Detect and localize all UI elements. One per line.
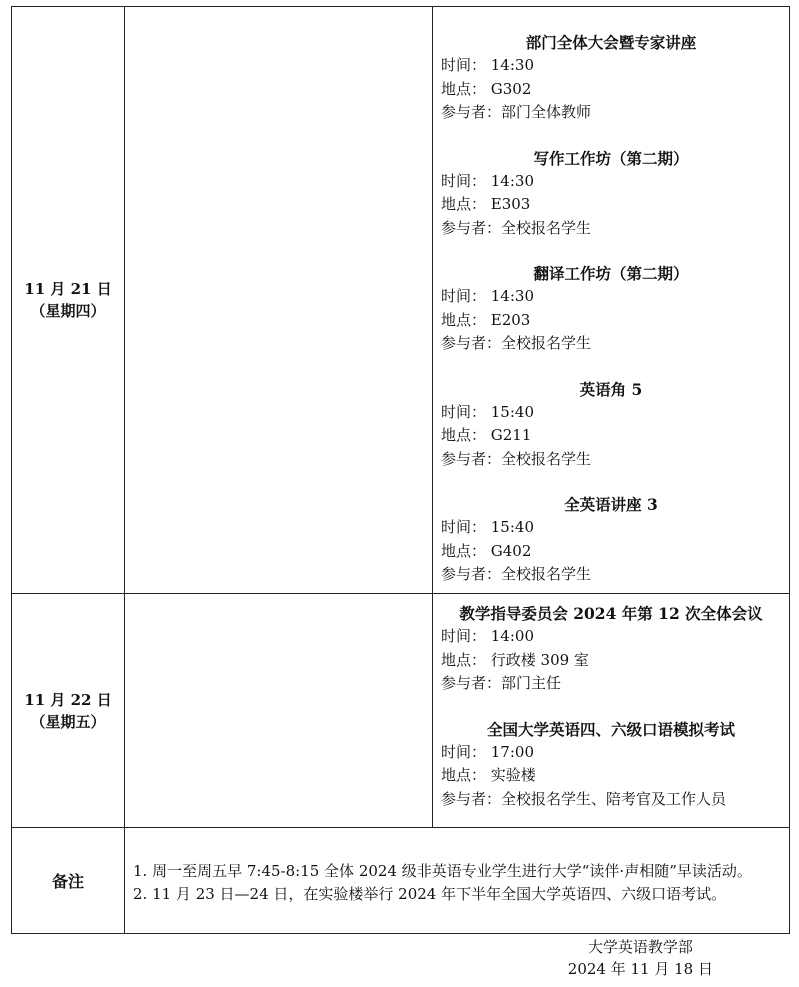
event-place: 地点： G402 [441, 541, 532, 560]
event-place: 地点： 行政楼 309 室 [441, 650, 589, 669]
event-place: 地点： 实验楼 [441, 766, 536, 784]
event-time: 时间： 15:40 [441, 518, 534, 536]
event-time: 时间： 15:40 [441, 402, 534, 421]
events-cell [433, 594, 790, 828]
event-title: 全英语讲座 3 [564, 495, 658, 514]
event-title: 教学指导委员会 2024 年第 12 次全体会议 [459, 604, 763, 623]
date-cell [12, 594, 125, 828]
event-title: 写作工作坊（第二期） [533, 148, 689, 168]
date-label: 11 月 22 日 [24, 690, 112, 709]
table-row [12, 7, 790, 594]
table-row [12, 828, 790, 934]
event-title: 部门全体大会暨专家讲座 [525, 33, 697, 52]
event-block [441, 147, 781, 241]
weekday-label: （星期四） [30, 302, 106, 320]
event-time: 时间： 14:30 [441, 56, 534, 74]
event-time: 时间： 14:00 [441, 627, 534, 645]
event-attendees: 参与者：部门主任 [441, 674, 562, 692]
footer-date: 2024 年 11 月 18 日 [567, 960, 713, 978]
notes-label: 备注 [12, 828, 125, 934]
event-block [441, 31, 781, 125]
event-place: 地点： E303 [441, 195, 531, 213]
event-title: 英语角 5 [579, 379, 643, 399]
schedule-table [11, 6, 790, 934]
event-place: 地点： E203 [441, 310, 531, 329]
event-attendees: 参与者：部门全体教师 [441, 103, 592, 121]
event-block [441, 602, 781, 696]
table-row [12, 594, 790, 828]
signature-block [568, 936, 713, 980]
event-time: 时间： 14:30 [441, 287, 534, 305]
notes-cell [125, 828, 790, 934]
event-attendees: 参与者：全校报名学生 [441, 565, 592, 583]
event-place: 地点： G211 [441, 426, 532, 444]
event-block [441, 378, 781, 472]
event-attendees: 参与者：全校报名学生、陪考官及工作人员 [441, 789, 727, 808]
event-time: 时间： 14:30 [441, 171, 534, 190]
note-item: 2. 11 月 23 日—24 日，在实验楼举行 2024 年下半年全国大学英语四、六级口语考试。 [133, 884, 727, 903]
events-cell [433, 7, 790, 594]
empty-cell [125, 594, 433, 828]
event-attendees: 参与者：全校报名学生 [441, 334, 592, 352]
event-title: 翻译工作坊（第二期） [533, 264, 689, 283]
date-label: 11 月 21 日 [24, 280, 112, 298]
date-cell [12, 7, 125, 594]
event-block [441, 493, 781, 587]
event-time: 时间： 17:00 [441, 742, 534, 761]
empty-cell [125, 7, 433, 594]
footer-department: 大学英语教学部 [587, 938, 693, 956]
weekday-label: （星期五） [30, 712, 106, 731]
event-title: 全国大学英语四、六级口语模拟考试 [486, 719, 735, 739]
event-place: 地点： G302 [441, 79, 532, 98]
event-block [441, 718, 781, 812]
event-attendees: 参与者：全校报名学生 [441, 218, 592, 237]
event-attendees: 参与者：全校报名学生 [441, 449, 592, 468]
note-item: 1. 周一至周五早 7:45-8:15 全体 2024 级非英语专业学生进行大学“读伴·声相随”早读活动。 [133, 861, 752, 880]
event-block [441, 262, 781, 356]
